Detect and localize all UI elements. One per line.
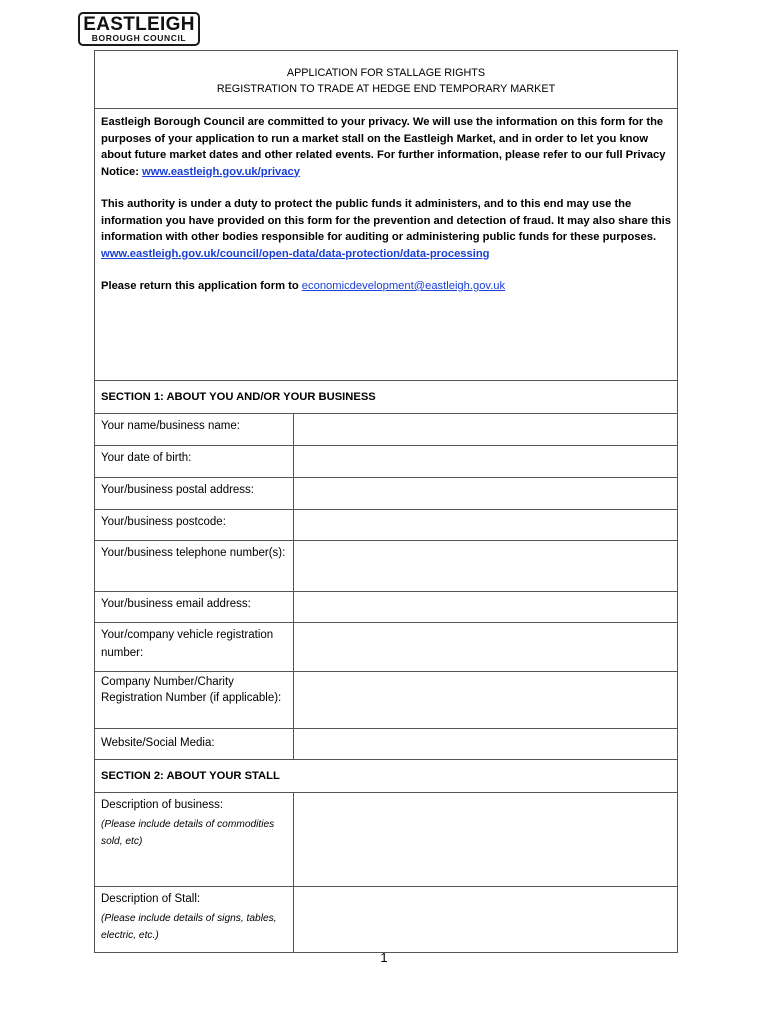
company-number-input[interactable] [294,672,678,729]
business-description-label [95,793,294,887]
field-hint: (Please include details of commodities sold, etc) [101,819,275,847]
field-label: Description of business: [101,799,224,811]
field-label: Website/Social Media: [95,729,294,760]
section2-heading: SECTION 2: ABOUT YOUR STALL [95,760,678,793]
field-hint: (Please include details of signs, tables, electric, etc.) [101,913,277,941]
field-label: Your/business email address: [95,592,294,623]
return-paragraph [101,278,671,295]
form-title-line2: REGISTRATION TO TRADE AT HEDGE END TEMPORARY MARKET [216,83,556,95]
field-row [95,446,678,478]
fraud-paragraph [101,196,671,262]
council-logo [78,12,200,46]
return-email-link[interactable]: economicdevelopment@eastleigh.gov.uk [301,280,506,292]
field-row [95,541,678,592]
field-row [95,414,678,446]
field-label: Your/business postcode: [95,510,294,541]
email-input[interactable] [294,592,678,623]
form-title-line1: APPLICATION FOR STALLAGE RIGHTS [286,67,486,79]
field-label: Description of Stall: [101,893,201,905]
fraud-text: This authority is under a duty to protect the public funds it administers, and to this end may use the information you have provided on this form for the prevention and detection of fraud. It may also share this information with other bodies responsible for auditing or administering public funds for these purposes. [101,198,672,243]
field-row [95,478,678,510]
privacy-link[interactable]: www.eastleigh.gov.uk/privacy [142,165,300,178]
logo-sub-text: BOROUGH COUNCIL [91,33,187,43]
privacy-text: Eastleigh Borough Council are committed to your privacy. We will use the information on this form for the purposes of your application to run a market stall on the Eastleigh Market, and in order to let you know about future market dates and other related events. For further information, please refer to our full Privacy Notice: [101,116,666,178]
field-label: Your/company vehicle registration number: [95,623,294,672]
field-label: Your/business postal address: [95,478,294,510]
field-row [95,729,678,760]
logo-main-text: EASTLEIGH [83,14,195,35]
field-label: Company Number/Charity Registration Number (if applicable): [95,672,294,729]
field-row [95,672,678,729]
field-row [95,793,678,887]
website-input[interactable] [294,729,678,760]
application-form [94,50,678,953]
stall-description-input[interactable] [294,887,678,953]
data-processing-link[interactable]: www.eastleigh.gov.uk/council/open-data/data-protection/data-processing [101,247,490,260]
field-row [95,592,678,623]
field-label: Your/business telephone number(s): [95,541,294,592]
vehicle-registration-input[interactable] [294,623,678,672]
return-text: Please return this application form to [101,280,302,292]
page-number: 1 [380,950,388,965]
dob-input[interactable] [294,446,678,478]
section1-heading: SECTION 1: ABOUT YOU AND/OR YOUR BUSINESS [95,381,678,414]
field-label: Your name/business name: [95,414,294,446]
privacy-notice [95,109,678,381]
telephone-input[interactable] [294,541,678,592]
field-label: Your date of birth: [95,446,294,478]
field-row [95,510,678,541]
name-input[interactable] [294,414,678,446]
address-input[interactable] [294,478,678,510]
stall-description-label [95,887,294,953]
privacy-paragraph [101,114,671,180]
business-description-input[interactable] [294,793,678,887]
field-row [95,623,678,672]
field-row [95,887,678,953]
form-title [95,51,678,109]
postcode-input[interactable] [294,510,678,541]
